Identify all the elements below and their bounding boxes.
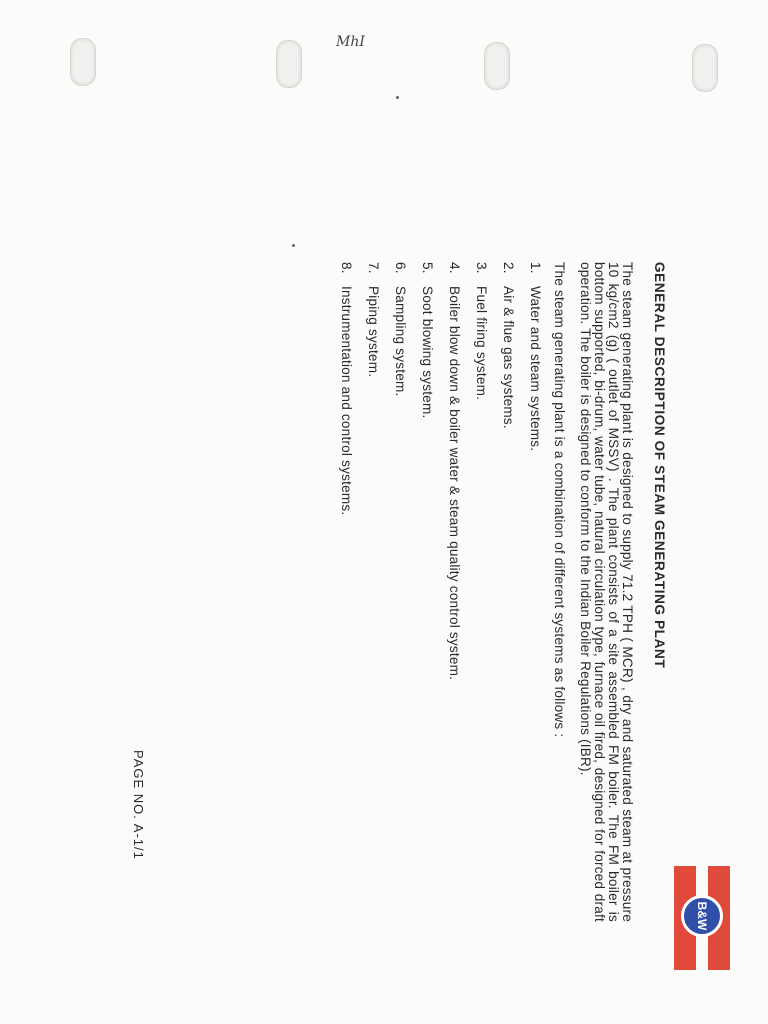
page-number: PAGE NO. A-1/1 [131, 750, 146, 860]
document-title: GENERAL DESCRIPTION OF STEAM GENERATING PLANT [652, 262, 667, 669]
systems-intro: The steam generating plant is a combination of different systems as follows : [552, 262, 567, 738]
list-item: 3. Fuel firing system. [474, 262, 489, 401]
handwritten-initials: MhI [336, 34, 365, 50]
punch-hole [484, 42, 510, 90]
punch-hole [70, 38, 96, 86]
intro-paragraph: The steam generating plant is designed to supply 71.2 TPH ( MCR) , dry and saturated steam at pressure 10 kg/cm2 (g) ( outlet of MSSV) . The plant consists of a site assembled FM boiler. The FM boiler is bottom supported, bi-drum, water tube, natural circulation type, furnace oil fired, designed for forced draft operation. The boiler is designed to conform to the Indian Boiler Regulations (IBR). [578, 262, 635, 922]
list-item: 6. Sampling system. [393, 262, 408, 397]
punch-hole [692, 44, 718, 92]
punch-hole [276, 40, 302, 88]
list-item: 7. Piping system. [366, 262, 381, 378]
logo-badge: B&W [681, 895, 723, 937]
bw-logo [674, 866, 730, 970]
list-item: 5. Soot blowing system. [420, 262, 435, 419]
systems-list [339, 262, 542, 922]
speck [292, 244, 295, 247]
speck [396, 96, 399, 99]
list-item: 1. Water and steam systems. [528, 262, 543, 452]
list-item: 2. Air & flue gas systems. [501, 262, 516, 429]
document-body [326, 262, 666, 922]
list-item: 4. Boiler blow down & boiler water & steam quality control system. [447, 262, 462, 681]
list-item: 8. Instrumentation and control systems. [339, 262, 354, 516]
